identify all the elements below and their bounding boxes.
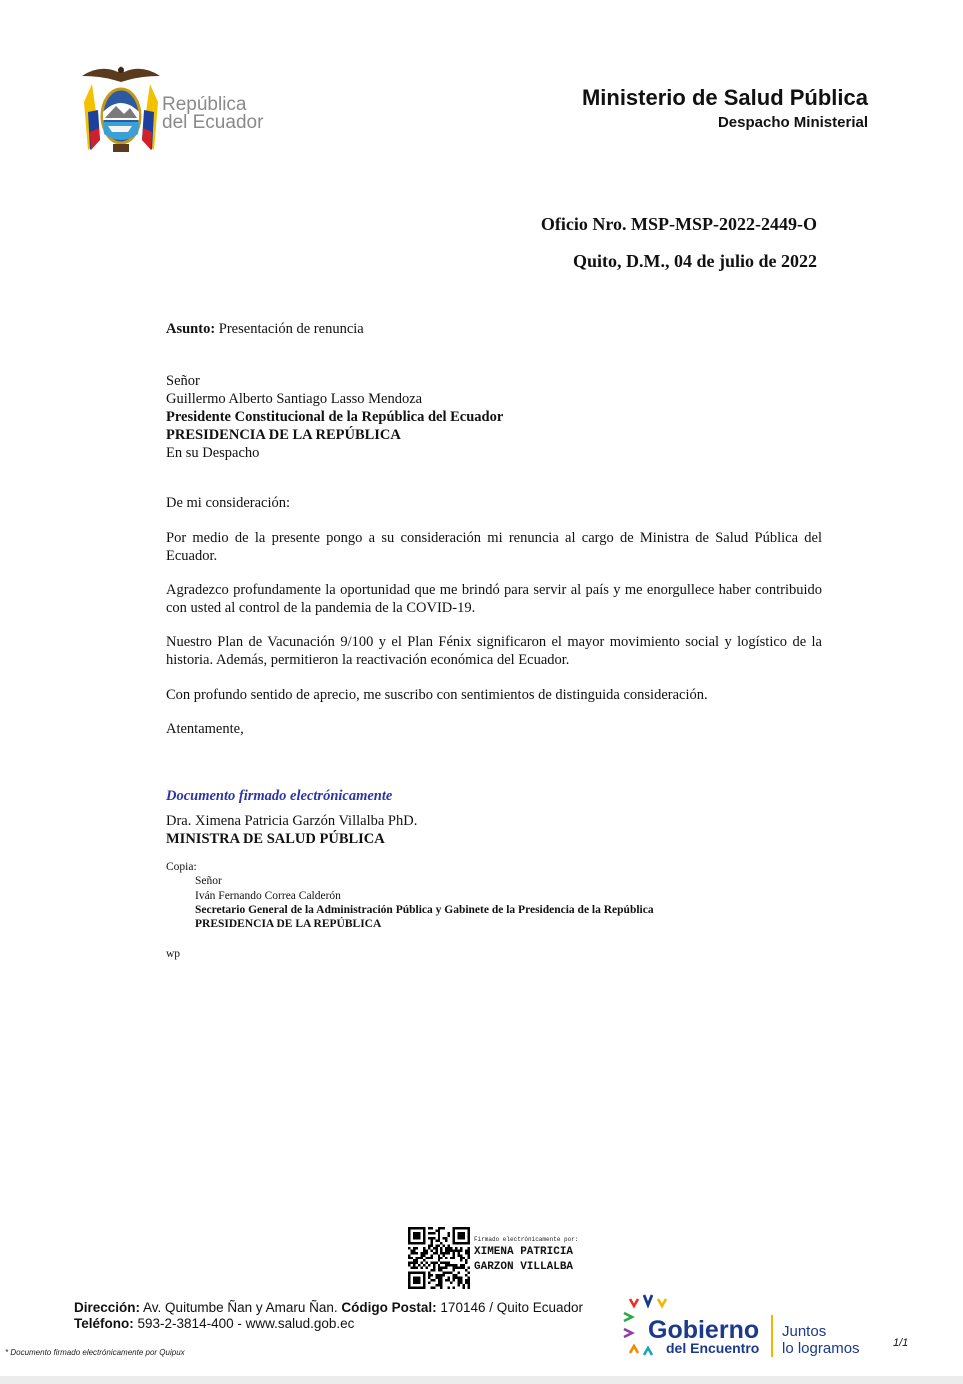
copy-name: Iván Fernando Correa Calderón xyxy=(195,889,341,902)
copy-label: Copia: xyxy=(166,861,197,873)
qr-caption-label: Firmado electrónicamente por: xyxy=(474,1236,579,1243)
gov-logo-line1: Gobierno xyxy=(648,1316,760,1344)
copy-block xyxy=(166,860,654,931)
chevron-blue-icon xyxy=(644,1295,652,1305)
slogan-line1: Juntos xyxy=(782,1323,827,1340)
page-bottom-band xyxy=(0,1376,963,1384)
paragraph: Agradezco profundamente la oportunidad que me brindó para servir al país y me enorgullece haber contribuido con usted al control de la pandemia de la COVID-19. xyxy=(166,582,822,616)
signer-name: Dra. Ximena Patricia Garzón Villalba PhD. xyxy=(166,813,418,829)
gobierno-del-encuentro-logo xyxy=(622,1293,874,1359)
footer-address xyxy=(74,1300,583,1332)
republic-name xyxy=(162,96,263,132)
place-date: Quito, D.M., 04 de julio de 2022 xyxy=(572,251,817,271)
qr-signer-line2: GARZON VILLALBA xyxy=(474,1261,574,1273)
signer-block xyxy=(166,812,822,848)
postal-value: 170146 / Quito Ecuador xyxy=(440,1300,584,1315)
qr-code-icon xyxy=(408,1227,470,1289)
chevron-red-icon xyxy=(630,1299,638,1306)
address-label: Dirección: xyxy=(74,1300,141,1315)
subject-text: Presentación de renuncia xyxy=(218,321,364,337)
addressee-title: Presidente Constitucional de la República del Ecuador xyxy=(166,409,504,425)
chevron-yellow-icon xyxy=(658,1299,666,1306)
greeting: De mi consideración: xyxy=(166,495,291,511)
republic-name-line1: República xyxy=(162,94,247,115)
oficio-number: Oficio Nro. MSP-MSP-2022-2449-O xyxy=(540,214,817,234)
slogan-line2: lo logramos xyxy=(782,1340,860,1357)
copy-salutation: Señor xyxy=(195,875,222,888)
page-number: 1/1 xyxy=(893,1337,909,1349)
quipux-note: * Documento firmado electrónicamente por Quipux xyxy=(5,1348,185,1357)
paragraph: Por medio de la presente pongo a su consideración mi renuncia al cargo de Ministra de Salud Pública del Ecuador. xyxy=(166,530,822,564)
phone-value: 593-2-3814-400 - www.salud.gob.ec xyxy=(137,1316,355,1331)
addressee-salutation: Señor xyxy=(166,373,200,389)
closing: Atentamente, xyxy=(166,721,244,737)
addressee-location: En su Despacho xyxy=(166,445,260,461)
ministry-header xyxy=(582,85,868,131)
phone-label: Teléfono: xyxy=(74,1316,134,1331)
address-value: Av. Quitumbe Ñan y Amaru Ñan. xyxy=(143,1300,338,1315)
addressee-block xyxy=(166,372,822,462)
chevron-green-icon xyxy=(624,1313,632,1321)
chevron-teal-icon xyxy=(644,1348,652,1355)
ministry-name: Ministerio de Salud Pública xyxy=(581,85,868,110)
qr-signer-line1: XIMENA PATRICIA xyxy=(474,1246,574,1258)
chevron-orange-icon xyxy=(630,1346,638,1353)
ecuador-coat-of-arms-icon xyxy=(78,62,164,158)
office-name: Despacho Ministerial xyxy=(717,114,868,131)
chevron-purple-icon xyxy=(624,1329,632,1337)
typist-initials: wp xyxy=(166,948,181,960)
postal-label: Código Postal: xyxy=(341,1300,437,1315)
gov-logo-line2: del Encuentro xyxy=(666,1340,760,1356)
subject-label: Asunto: xyxy=(166,321,216,337)
copy-title: Secretario General de la Administración Pública y Gabinete de la Presidencia de la República xyxy=(195,903,654,916)
subject-line xyxy=(166,320,822,338)
addressee-institution: PRESIDENCIA DE LA REPÚBLICA xyxy=(166,427,401,443)
qr-signature-caption xyxy=(474,1236,578,1273)
signer-title: MINISTRA DE SALUD PÚBLICA xyxy=(166,831,385,847)
paragraph: Nuestro Plan de Vacunación 9/100 y el Plan Fénix significaron el mayor movimiento social y logístico de la historia. Además, permitieron la reactivación económica del Ecuador. xyxy=(166,634,822,668)
signed-electronically-notice: Documento firmado electrónicamente xyxy=(166,788,393,804)
copy-institution: PRESIDENCIA DE LA REPÚBLICA xyxy=(195,918,382,931)
paragraph: Con profundo sentido de aprecio, me suscribo con sentimientos de distinguida consideración. xyxy=(166,687,708,703)
republic-name-line2: del Ecuador xyxy=(162,112,264,133)
addressee-name: Guillermo Alberto Santiago Lasso Mendoza xyxy=(166,391,423,407)
